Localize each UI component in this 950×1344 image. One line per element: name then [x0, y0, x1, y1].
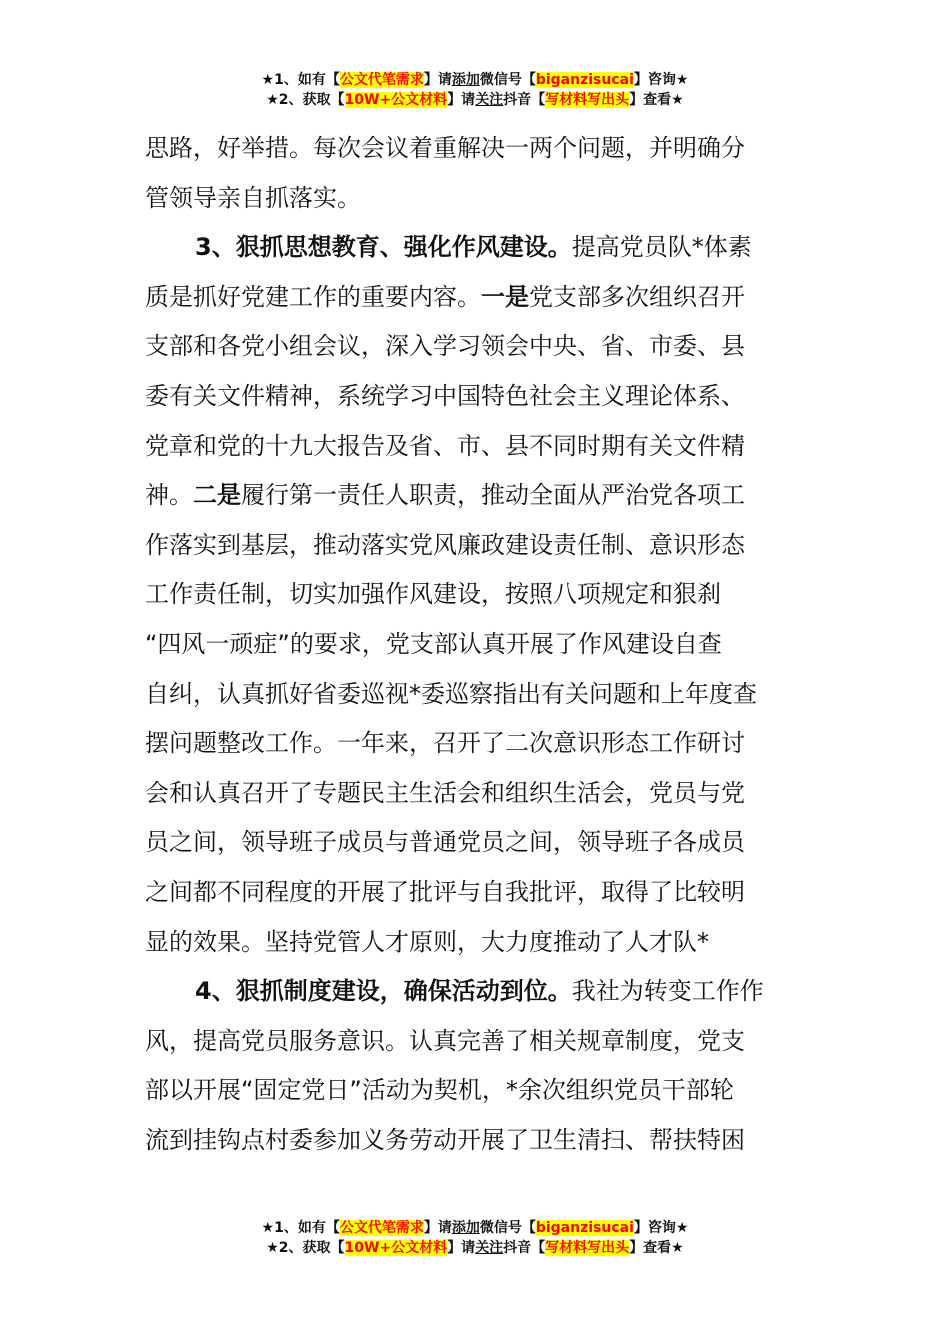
- body-line: 摆问题整改工作。一年来，召开了二次意识形态工作研讨: [145, 729, 745, 758]
- banner-text: 抖音【: [503, 92, 546, 108]
- banner-underlined: 添加: [451, 72, 480, 88]
- body-line: [145, 273, 805, 323]
- body-line: 流到挂钩点村委参加义务劳动开展了卫生清扫、帮扶特困: [145, 1125, 745, 1154]
- section-heading-3: 3、狠抓思想教育、强化作风建设。: [195, 233, 572, 262]
- section-3-line: [145, 223, 805, 273]
- header-banner: [0, 70, 950, 110]
- banner-highlight: 10W+公文材料: [344, 1240, 448, 1256]
- banner-highlight: 10W+公文材料: [344, 92, 448, 108]
- body-text: 提高党员队*体素: [571, 233, 752, 262]
- body-line: 支部和各党小组会议，深入学习领会中央、省、市委、县: [145, 332, 745, 361]
- banner-line-2: [0, 1238, 950, 1258]
- body-line: 委有关文件精神，系统学习中国特色社会主义理论体系、: [145, 381, 745, 410]
- footer-banner: [0, 1218, 950, 1258]
- body-line: “四风一顽症”的要求，党支部认真开展了作风建设自查: [145, 629, 722, 658]
- body-line: 管领导亲自抓落实。: [145, 183, 361, 212]
- section-4-line: [145, 967, 805, 1017]
- banner-text: 】请: [423, 1220, 452, 1236]
- banner-text: 】请: [447, 92, 476, 108]
- banner-douyin-account: 写材料写出头: [545, 1240, 630, 1256]
- banner-line-2: [0, 90, 950, 110]
- banner-text: 】请: [447, 1240, 476, 1256]
- body-line: 工作责任制，切实加强作风建设，按照八项规定和狠刹: [145, 580, 721, 609]
- banner-text: ★2、获取【: [266, 92, 345, 108]
- body-line: [145, 471, 805, 521]
- body-line: 党章和党的十九大报告及省、市、县不同时期有关文件精: [145, 431, 745, 460]
- banner-text: 抖音【: [503, 1240, 546, 1256]
- document-body: [145, 124, 805, 1165]
- banner-highlight: 公文代笔需求: [339, 72, 424, 88]
- banner-text: ★1、如有【: [261, 1220, 340, 1236]
- body-text: 质是抓好党建工作的重要内容。: [145, 282, 481, 311]
- banner-underlined: 关注: [475, 1240, 504, 1256]
- banner-underlined: 关注: [475, 92, 504, 108]
- body-text: 党支部多次组织召开: [529, 282, 745, 311]
- emphasis-first: 一是: [481, 282, 529, 311]
- banner-text: 微信号【: [479, 72, 536, 88]
- body-line: 员之间，领导班子成员与普通党员之间，领导班子各成员: [145, 828, 745, 857]
- emphasis-second: 二是: [193, 481, 241, 510]
- banner-wechat-id: biganzisucai: [535, 1220, 634, 1236]
- body-line: 部以开展“固定党日”活动为契机，*余次组织党员干部轮: [145, 1076, 734, 1105]
- banner-douyin-account: 写材料写出头: [545, 92, 630, 108]
- body-line: 会和认真召开了专题民主生活会和组织生活会，党员与党: [145, 778, 745, 807]
- body-line: 作落实到基层，推动落实党风廉政建设责任制、意识形态: [145, 530, 745, 559]
- banner-line-1: [0, 1218, 950, 1238]
- banner-wechat-id: biganzisucai: [535, 72, 634, 88]
- banner-text: 微信号【: [479, 1220, 536, 1236]
- body-text: 我社为转变工作作: [571, 977, 764, 1006]
- banner-text: 】查看★: [629, 1240, 684, 1256]
- banner-text: 】咨询★: [633, 72, 689, 88]
- body-line: 显的效果。坚持党管人才原则，大力度推动了人才队*: [145, 927, 709, 956]
- body-line: 之间都不同程度的开展了批评与自我批评，取得了比较明: [145, 877, 745, 906]
- body-text: 履行第一责任人职责，推动全面从严治党各项工: [241, 481, 745, 510]
- banner-text: 】查看★: [629, 92, 684, 108]
- banner-underlined: 添加: [451, 1220, 480, 1236]
- banner-text: ★2、获取【: [266, 1240, 345, 1256]
- body-text: 神。: [145, 481, 193, 510]
- body-line: 思路，好举措。每次会议着重解决一两个问题，并明确分: [145, 134, 745, 162]
- body-line: 自纠，认真抓好省委巡视*委巡察指出有关问题和上年度查: [145, 679, 757, 708]
- banner-text: ★1、如有【: [261, 72, 340, 88]
- banner-text: 】请: [423, 72, 452, 88]
- section-heading-4: 4、狠抓制度建设，确保活动到位。: [195, 977, 572, 1006]
- banner-line-1: [0, 70, 950, 90]
- banner-highlight: 公文代笔需求: [339, 1220, 424, 1236]
- banner-text: 】咨询★: [633, 1220, 689, 1236]
- body-line: 风，提高党员服务意识。认真完善了相关规章制度，党支: [145, 1026, 745, 1055]
